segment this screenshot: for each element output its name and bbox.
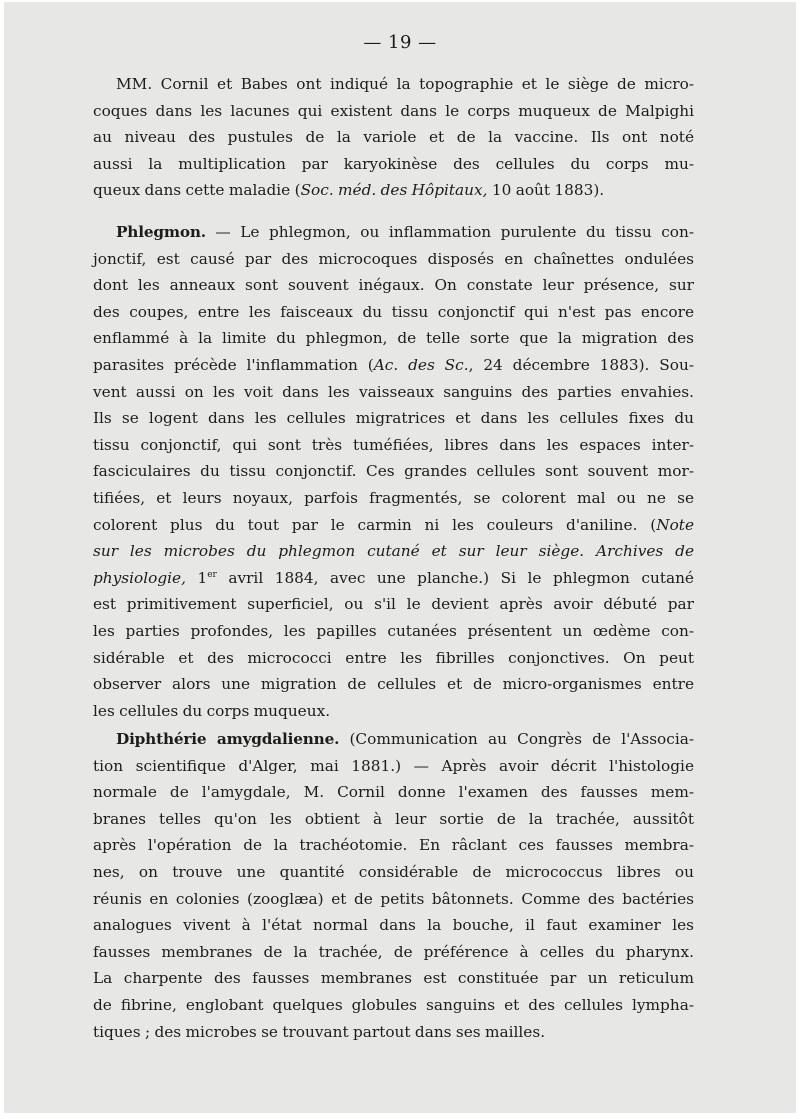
text-line: dont les anneaux sont souvent inégaux. On constate leur présence, sur (93, 276, 694, 295)
text-line (93, 219, 694, 246)
text-line: branes telles qu'on les obtient à leur sortie de la trachée, aussitôt (93, 809, 694, 828)
text-line: au niveau des pustules de la variole et de la vaccine. Ils ont noté (93, 128, 694, 147)
text-line: coques dans les lacunes qui existent dans le corps muqueux de Malpighi (93, 101, 694, 120)
text-line: jonctif, est causé par des microcoques disposés en chaînettes ondulées (93, 249, 694, 268)
text-line: tifiées, et leurs noyaux, parfois fragmentés, se colorent mal ou ne se (93, 488, 694, 507)
section-heading-diphtherie: Diphthérie amygdalienne. (116, 730, 340, 748)
text-line: observer alors une migration de cellules et de micro-organismes entre (93, 675, 694, 694)
text-line: normale de l'amygdale, M. Cornil donne l'examen des fausses mem- (93, 783, 694, 802)
paragraph-diphtherie (93, 726, 694, 1045)
text-segment: — Le phlegmon, ou inflammation purulente du tissu con- (205, 223, 694, 241)
ordinal-superscript: er (207, 569, 217, 580)
section-heading-phlegmon: Phlegmon. (116, 223, 206, 241)
text-line: de fibrine, englobant quelques globules sanguins et des cellules lympha- (93, 995, 694, 1014)
text-line: La charpente des fausses membranes est constituée par un reticulum (93, 969, 694, 988)
text-line: fausses membranes de la trachée, de préférence à celles du pharynx. (93, 942, 694, 961)
text-line: Ils se logent dans les cellules migratrices et dans les cellules fixes du (93, 409, 694, 428)
citation-italic-line: sur les microbes du phlegmon cutané et sur leur siège. Archives de (93, 542, 694, 561)
text-line: vent aussi on les voit dans les vaisseaux sanguins des parties envahies. (93, 382, 694, 401)
citation-italic: Ac. des Sc. (373, 355, 469, 374)
text-line (93, 352, 694, 379)
citation-italic: Note (656, 515, 694, 534)
text-line (93, 177, 694, 204)
text-line: aussi la multiplication par karyokinèse des cellules du corps mu- (93, 154, 694, 173)
page-number: — 19 — (363, 32, 437, 53)
text-line: fasciculaires du tissu conjonctif. Ces grandes cellules sont souvent mor- (93, 462, 694, 481)
text-segment: , 24 décembre 1883). Sou- (468, 355, 694, 374)
text-line: tion scientifique d'Alger, mai 1881.) — Après avoir décrit l'histologie (93, 756, 694, 775)
text-line: est primitivement superficiel, ou s'il le devient après avoir débuté par (93, 595, 694, 614)
text-line: MM. Cornil et Babes ont indiqué la topographie et le siège de micro- (116, 75, 694, 93)
text-line: les parties profondes, les papilles cutanées présentent un œdème con- (93, 621, 694, 640)
paragraph-cornil-babes (93, 71, 694, 204)
text-line (93, 726, 694, 753)
paragraph-phlegmon (93, 219, 694, 724)
text-segment: 10 août 1883). (487, 181, 605, 200)
text-line: les cellules du corps muqueux. (93, 701, 331, 720)
text-segment: queux dans cette maladie ( (93, 181, 301, 200)
text-segment: parasites précède l'inflammation ( (93, 355, 374, 374)
text-line (93, 565, 694, 592)
text-segment: colorent plus du tout par le carmin ni les couleurs d'aniline. ( (93, 515, 657, 534)
citation-italic: physiologie, (93, 568, 186, 587)
text-line: réunis en colonies (zooglæa) et de petits bâtonnets. Comme des bactéries (93, 889, 694, 908)
text-segment: 1 (185, 568, 208, 587)
text-segment: (Communication au Congrès de l'Associa- (339, 730, 695, 748)
text-line: nes, on trouve une quantité considérable de micrococcus libres ou (93, 862, 694, 881)
text-line: tiques ; des microbes se trouvant partout dans ses mailles. (93, 1022, 546, 1041)
text-line: analogues vivent à l'état normal dans la bouche, il faut examiner les (93, 916, 694, 935)
text-line: des coupes, entre les faisceaux du tissu conjonctif qui n'est pas encore (93, 302, 694, 321)
text-line: sidérable et des micrococci entre les fibrilles conjonctives. On peut (93, 648, 694, 667)
text-segment: avril 1884, avec une planche.) Si le phlegmon cutané (216, 568, 694, 587)
text-line: enflammé à la limite du phlegmon, de telle sorte que la migration des (93, 329, 694, 348)
text-line (93, 512, 694, 539)
text-line: après l'opération de la trachéotomie. En râclant ces fausses membra- (93, 836, 694, 855)
text-line: tissu conjonctif, qui sont très tuméfiées, libres dans les espaces inter- (93, 435, 694, 454)
citation-italic: Soc. méd. des Hôpitaux, (300, 181, 488, 200)
